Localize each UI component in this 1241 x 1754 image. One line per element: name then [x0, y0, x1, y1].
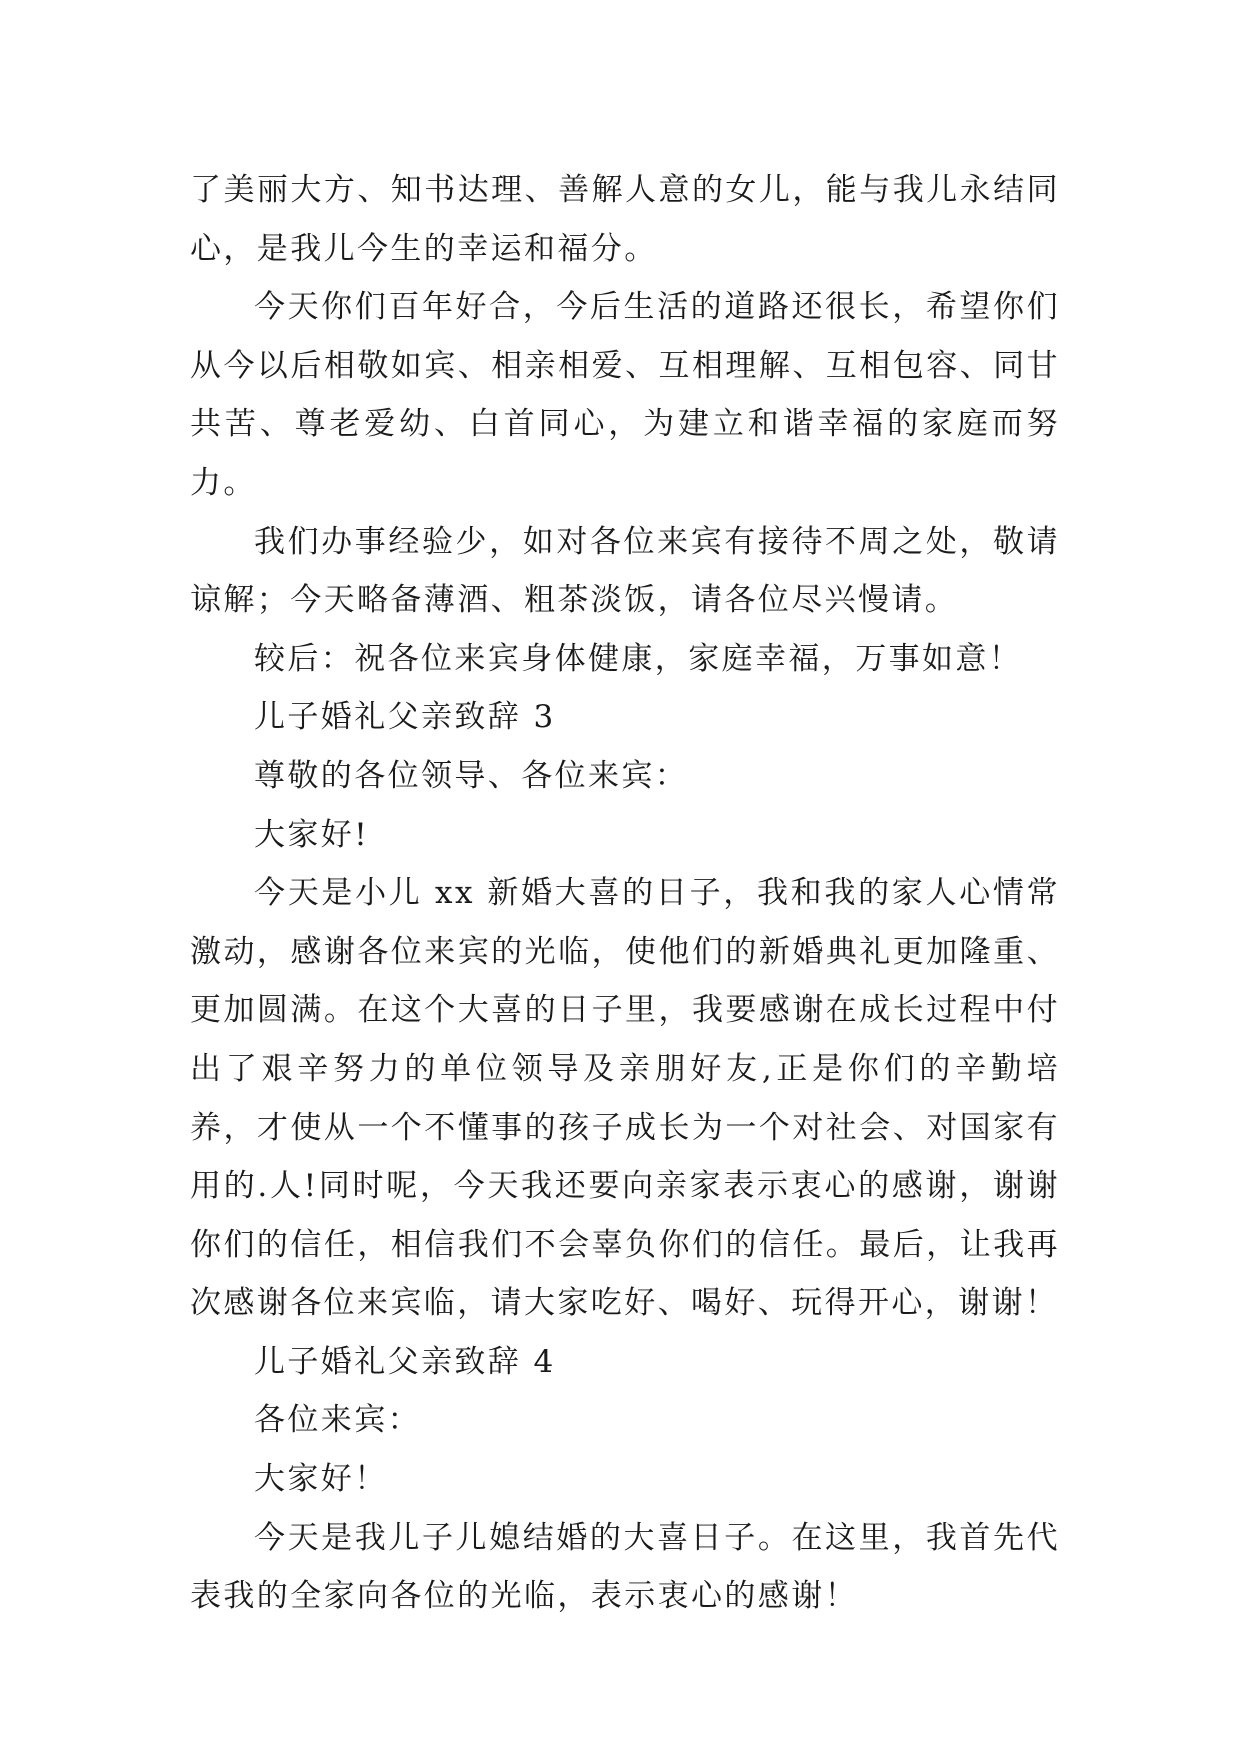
paragraph: 今天你们百年好合，今后生活的道路还很长，希望你们从今以后相敬如宾、相亲相爱、互相理解、互相包容、同甘共苦、尊老爱幼、白首同心，为建立和谐幸福的家庭而努力。: [190, 289, 1060, 501]
section-heading: 儿子婚礼父亲致辞 4: [254, 1343, 556, 1380]
paragraph: 今天是小儿 xx 新婚大喜的日子，我和我的家人心情常激动，感谢各位来宾的光临，使他们的新婚典礼更加隆重、更加圆满。在这个大喜的日子里，我要感谢在成长过程中付出了艰辛努力的单位领导及亲朋好友,正是你们的辛勤培养，才使从一个不懂事的孩子成长为一个对社会、对国家有用的.人!同时呢，今天我还要向亲家表示衷心的感谢，谢谢你们的信任，相信我们不会辜负你们的信任。最后，让我再次感谢各位来宾临，请大家吃好、喝好、玩得开心，谢谢！: [190, 875, 1060, 1322]
salutation: 各位来宾：: [254, 1402, 421, 1439]
greeting: 大家好!: [254, 816, 370, 853]
document-body: [190, 161, 1060, 1626]
paragraph: 我们办事经验少，如对各位来宾有接待不周之处，敬请谅解；今天略备薄酒、粗茶淡饭，请各位尽兴慢请。: [190, 523, 1060, 619]
greeting: 大家好！: [254, 1461, 388, 1498]
section-heading: 儿子婚礼父亲致辞 3: [254, 699, 556, 736]
paragraph: 较后：祝各位来宾身体健康，家庭幸福，万事如意！: [254, 640, 1023, 677]
paragraph-continued: 了美丽大方、知书达理、善解人意的女儿，能与我儿永结同心，是我儿今生的幸运和福分。: [190, 172, 1060, 267]
paragraph: 今天是我儿子儿媳结婚的大喜日子。在这里，我首先代表我的全家向各位的光临，表示衷心的感谢！: [190, 1519, 1060, 1615]
salutation: 尊敬的各位领导、各位来宾：: [254, 757, 689, 794]
